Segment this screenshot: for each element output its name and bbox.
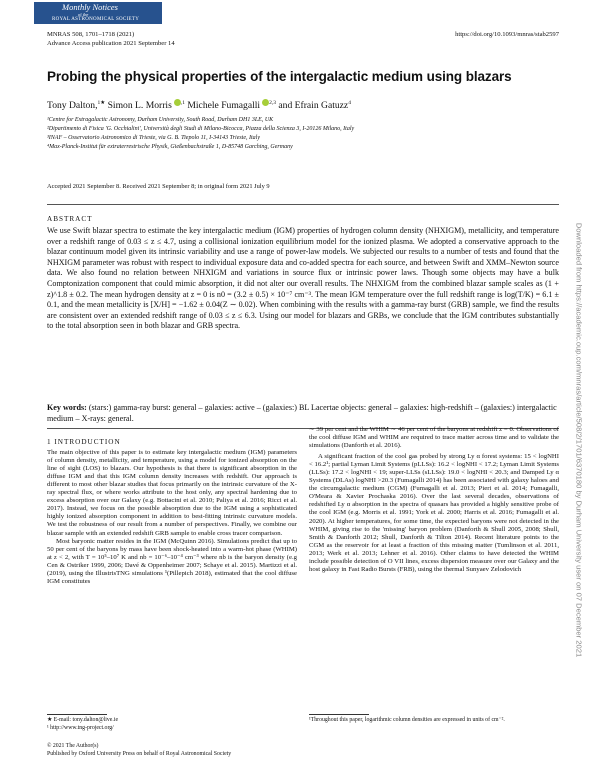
author-3-sup: 2,3 (269, 99, 276, 106)
doi-link[interactable]: https://doi.org/10.1093/mnras/stab2597 (455, 31, 559, 38)
download-stamp-text: Downloaded from https://academic.oup.com/mnras/article/508/2/1701/6370180 by Durham University user on 07 December 2021 (574, 222, 584, 658)
affiliation-3: ³INAF – Osservatorio Astronomico di Trieste, via G. B. Tiepolo 11, I-34143 Trieste, Italy (47, 135, 261, 141)
author-2: Simon L. Morris (107, 100, 172, 111)
divider (47, 204, 559, 205)
footnote-right: ¹Throughout this paper, logarithmic column densities are expressed in units of cm⁻². (309, 717, 505, 723)
section-heading: 1 INTRODUCTION (47, 438, 121, 446)
abstract-heading: ABSTRACT (47, 215, 93, 223)
author-4: and Efrain Gatuzz (278, 100, 349, 111)
author-4-sup: 4 (348, 99, 351, 106)
affiliation-1: ¹Centre for Extragalactic Astronomy, Durham University, South Road, Durham DH1 3LE, UK (47, 117, 274, 123)
citation: MNRAS 508, 1701–1718 (2021) (47, 31, 135, 38)
author-1-sup: 1★ (97, 99, 106, 106)
col2-paragraph-1: ∼ 39 per cent and the WHIM ∼ 46 per cent of the baryons at redshift z = 0. Observations of the cool diffuse IGM and WHIM are required to trace matter across time and to validate the simulations (Danforth et al. 2016). (309, 426, 559, 450)
affiliation-2: ²Dipartimento di Fisica 'G. Occhialini', Università degli Studi di Milano-Bicocca, Piazza della Scienza 3, I-20126 Milano, Italy (47, 126, 355, 132)
copyright: © 2021 The Author(s) (47, 743, 99, 749)
intro-paragraph-1: The main objective of this paper is to estimate key intergalactic medium (IGM) parameters of column density, metallicity, and temperature, using a model for ionized absorption on the line of sight (LOS) to blazars. Our hypothesis is that there is significant absorption in the diffuse IGM and that this IGM column density increases with redshift. Our approach is different to most other blazar studies that focus primarily on the intrinsic curvature of the X-ray spectral flux, or where works attribute to the host only, any spectral hardening due to excess absorption over our Galaxy (e.g. Bottacini et al. 2010; Paliya et al. 2016; Ricci et al. 2017). Instead, we focus on the possible absorption due to the IGM using a sophisticated highly ionized absorption component in addition to best-fitting intrinsic curvature models. We test the robustness of our result from a number of perspectives. Finally, we combine our blazar sample with an extended redshift GRB sample to enable cross tracer comparison. (47, 449, 297, 537)
author-2-sup: ,1 (180, 99, 185, 106)
publisher: Published by Oxford University Press on behalf of Royal Astronomical Society (47, 751, 232, 757)
left-column (47, 438, 297, 586)
keywords-text: (stars:) gamma-ray burst: general – galaxies: active – (galaxies:) BL Lacertae objects: general – galaxies: high-redshift – (galaxies:) intergalactic medium – X-rays: general. (47, 403, 557, 423)
advance-access: Advance Access publication 2021 September 14 (47, 40, 175, 47)
keywords (47, 403, 559, 424)
paper-title: Probing the physical properties of the intergalactic medium using blazars (47, 69, 512, 84)
logo-line-3: ROYAL ASTRONOMICAL SOCIETY (52, 17, 140, 22)
orcid-icon[interactable] (174, 99, 181, 106)
accepted-dates: Accepted 2021 September 8. Received 2021 September 8; in original form 2021 July 9 (47, 183, 270, 190)
keywords-label: Key words: (47, 403, 87, 412)
author-list (47, 99, 351, 111)
footnote-url[interactable]: ¹ http://www.tng-project.org/ (47, 725, 114, 731)
right-column (309, 426, 559, 574)
footnote-rule (309, 714, 369, 715)
intro-paragraph-2: Most baryonic matter resides in the IGM (McQuinn 2016). Simulations predict that up to 50 per cent of the baryons by mass have been shock-heated into a warm-hot phase (WHIM) at z < 2, with T = 10⁵–10⁷ K and nb = 10⁻⁶–10⁻⁴ cm⁻³ where nb is the baryon density (e.g Cen & Ostriker 1999, 2006; Davé & Oppenheimer 2007; Schaye et al. 2015). Martizzi et al. (2019), using the IllustrisTNG simulations ¹(Pillepich 2018), estimated that the cool diffuse IGM constitutes (47, 537, 297, 585)
author-1: Tony Dalton, (47, 100, 98, 111)
journal-logo (34, 2, 162, 24)
logo-line-2: of the (78, 12, 89, 17)
logo-line-1: Monthly Notices (62, 2, 118, 12)
download-stamp (574, 160, 584, 720)
col2-paragraph-2: A significant fraction of the cool gas probed by strong Ly α forest systems: 15 < logNHI < 16.2¹; partial Lyman Limit Systems (pLLSs): 16.2 < logNHI < 17.2; Lyman Limit Systems (LLSs): 17.2 < logNHI < 19; super-LLSs (sLLSs): 19.0 < logNHI < 20.3; and Damped Ly α Systems (DLAs) logNHI >20.3 (Fumagalli 2014) has been associated with galaxy haloes and the circumgalactic medium (CGM) (Fumagalli et al. 2013; Pieri et al. 2014; Fumagalli, O'Meara & Xavier Prochaska 2016). Over the last several decades, observations of redshifted Ly α absorption in the spectra of quasars has provided a highly sensitive probe of the cool IGM (e.g. Morris et al. 1991; York et al. 2000; Harris et al. 2016; Fumagalli et al. 2020). At higher temperatures, for some time, the expected baryons were not detected in the WHIM, giving rise to the 'missing' baryon problem (Danforth & Shull 2005, 2008; Shull, Smith & Danforth 2012; Shull, Danforth & Tilton 2014). Recent literature points to the CGM as the reservoir for at least a fraction of this missing matter (Tumlinson et al. 2011, 2013; Werk et al. 2013; Lehner et al. 2016). Other claims to have detected the WHIM include possible detection of O VII lines, excess dispersion measure over our Galaxy and the host galaxy in Fast Radio Bursts (FRB), using the thermal Sunyaev Zelodovich (309, 453, 559, 573)
footnote-rule (47, 714, 107, 715)
author-3: Michele Fumagalli (187, 100, 261, 111)
affiliation-4: ⁴Max-Planck-Institut für extraterrestrische Physik, Gießenbachstraße 1, D-85748 Garching, Germany (47, 144, 293, 150)
footnote-email[interactable]: ★ E-mail: tony.dalton@live.ie (47, 717, 119, 723)
abstract-text: We use Swift blazar spectra to estimate the key intergalactic medium (IGM) properties of hydrogen column density (NHXIGM), metallicity, and temperature over a redshift range of 0.03 ≤ z ≤ 4.7, using a collisional ionization equilibrium model for the ionized plasma. We adopted a conservative approach to the blazar continuum model given its intrinsic variability and use a range of power-law models. We subjected our results to a number of tests and found that the NHXIGM parameter was robust with respect to individual exposure data and co-added spectra for each source, and between Swift and XMM–Newton source data. We also found no relation between NHXIGM and variations in source flux or intrinsic power laws. Though some objects may have a bulk Comptonization component that could mimic absorption, it did not alter our overall results. The NHXIGM from the combined blazar sample scales as (1 + z)^1.8 ± 0.2. The mean hydrogen density at z = 0 is n0 = (3.2 ± 0.5) × 10⁻⁷ cm⁻³. The mean IGM temperature over the full redshift range is log(T/K) = 6.1 ± 0.1, and the mean metallicity is [X/H] = −1.62 ± 0.04(Z ∼ 0.02). When combining with the results with a gamma-ray burst (GRB) sample, we find the results are consistent over an extended redshift range of 0.03 ≤ z ≤ 6.3. Using our model for blazars and GRBs, we conclude that the IGM contributes substantially to the total absorption seen in both blazar and GRB spectra. (47, 226, 559, 331)
